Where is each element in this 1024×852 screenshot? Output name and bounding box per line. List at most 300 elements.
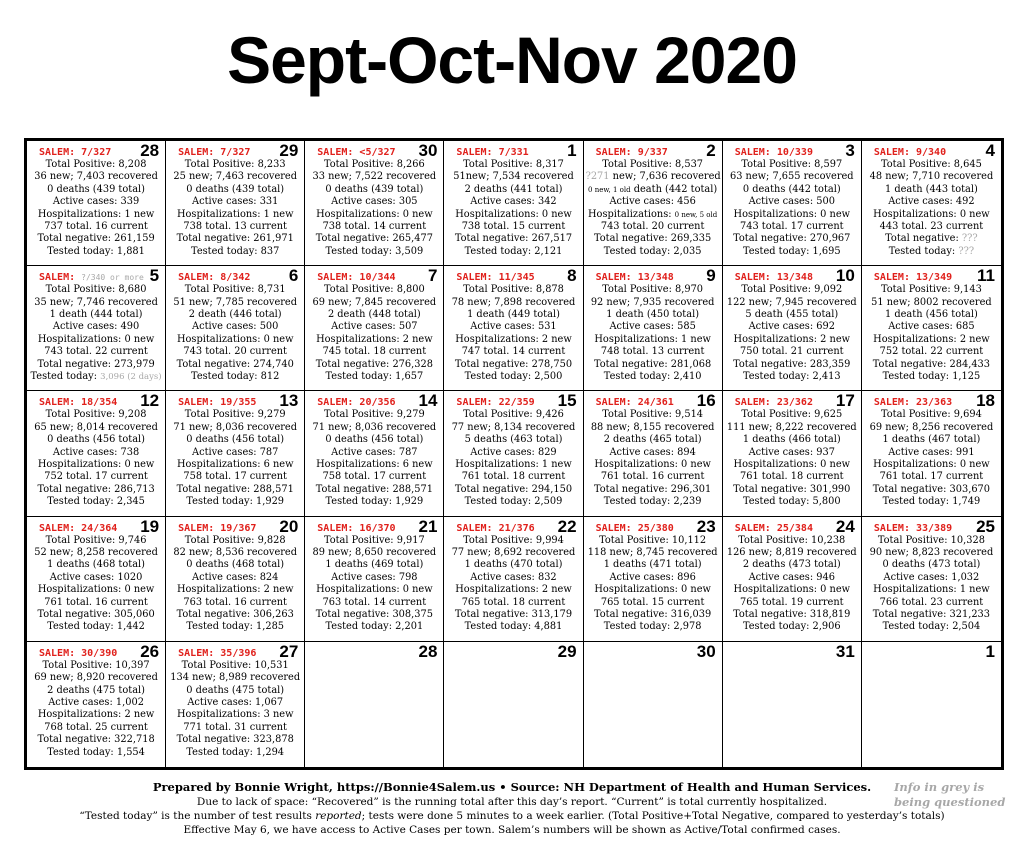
stat-line: Active cases: 894 xyxy=(609,446,696,458)
salem-cases: SALEM: 7/331 xyxy=(456,147,529,158)
stat-line: Tested today: 2,121 xyxy=(464,245,563,257)
day-cell xyxy=(584,266,723,391)
stat-line: 126 new; 8,819 recovered xyxy=(726,547,857,558)
stat-line: Total Positive: 8,208 xyxy=(45,159,147,170)
stat-line: 743 total. 22 current xyxy=(44,346,148,358)
stat-line: 63 new; 7,655 recovered xyxy=(729,171,854,183)
salem-cases: SALEM: 33/389 xyxy=(873,522,953,534)
stat-line: 71 new; 8,036 recovered xyxy=(312,421,437,433)
stat-line: 761 total. 18 current xyxy=(739,471,844,483)
stat-line: 51new; 7,534 recovered xyxy=(453,171,574,183)
grey-info-note-2: being questioned xyxy=(894,795,1006,809)
stat-line: Total negative: 267,517 xyxy=(454,233,573,245)
stat-line: Hospitalizations: 3 new xyxy=(176,709,294,721)
stat-line: 758 total. 17 current xyxy=(322,471,427,483)
stat-line: Total negative: 269,335 xyxy=(594,233,712,245)
salem-cases: SALEM: 20/356 xyxy=(317,397,396,409)
stat-line: Hospitalizations: 2 new xyxy=(316,333,433,345)
stat-line: 118 new; 8,745 recovered xyxy=(587,547,718,558)
stat-line: Active cases: 339 xyxy=(52,196,140,208)
stat-line: 1 deaths (471 total) xyxy=(603,559,702,571)
stat-line: Tested today: 2,239 xyxy=(603,496,702,508)
stat-line: 750 total. 21 current xyxy=(739,346,844,358)
stat-line: Total negative: 323,878 xyxy=(176,734,294,746)
stat-line: Tested today: 2,509 xyxy=(464,496,563,508)
stat-line: 1 death (444 total) xyxy=(49,309,143,320)
salem-cases: SALEM: 22/359 xyxy=(456,397,535,409)
day-number: 30 xyxy=(418,141,438,160)
stat-line: Total Positive: 9,279 xyxy=(184,409,286,421)
salem-cases: SALEM: 18/354 xyxy=(39,397,118,409)
day-cell xyxy=(27,517,166,642)
stat-line: 51 new; 7,785 recovered xyxy=(173,296,298,308)
stat-line: Tested today: 2,410 xyxy=(603,371,702,383)
day-cell xyxy=(305,517,444,642)
salem-cases: SALEM: 13/348 xyxy=(595,272,674,284)
stat-line: 77 new; 8,134 recovered xyxy=(451,421,576,433)
stat-line: 2 deaths (441 total) xyxy=(464,183,563,195)
calendar-grid xyxy=(24,138,1004,770)
stat-line: Total negative: 305,060 xyxy=(37,609,155,621)
day-cell xyxy=(584,391,723,516)
questioned-value: ??? xyxy=(958,245,975,257)
stat-line: 765 total. 15 current xyxy=(600,596,705,608)
stat-line: Hospitalizations: 1 new xyxy=(37,208,155,220)
stat-line: 0 deaths (439 total) xyxy=(186,183,285,195)
stat-line: Hospitalizations: 0 new xyxy=(733,584,851,596)
stat-line: 743 total. 20 current xyxy=(600,221,705,233)
stat-line: Tested today: 2,500 xyxy=(464,371,563,383)
footer-note-tested: “Tested today” is the number of test results reported; tests were done 5 minutes to a week earlier. (Total Positive+Total Negative, compared to yesterday’s totals) xyxy=(79,810,945,822)
stat-line: Total Positive: 9,828 xyxy=(184,534,286,546)
day-cell xyxy=(305,141,444,266)
day-cell xyxy=(305,642,444,767)
day-number: 27 xyxy=(279,641,299,661)
stat-line: 2 deaths (475 total) xyxy=(47,684,145,696)
stat-line: 0 deaths (456 total) xyxy=(186,434,285,446)
stat-line: Active cases: 490 xyxy=(52,321,140,333)
salem-cases: SALEM: 23/362 xyxy=(734,397,813,409)
salem-cases: SALEM: 16/370 xyxy=(317,522,396,534)
stat-line: Hospitalizations: 0 new xyxy=(594,584,711,596)
stat-line: Total Positive: 10,238 xyxy=(738,534,846,546)
stat-line: Active cases: 342 xyxy=(470,196,557,208)
stat-line: Total Positive: 9,092 xyxy=(741,284,843,296)
stat-line: Total Positive: 10,531 xyxy=(181,659,289,671)
stat-line: Tested today: 1,285 xyxy=(186,621,285,633)
stat-line: Total Positive: 10,328 xyxy=(877,534,985,546)
day-cell xyxy=(723,517,862,642)
stat-line: 1 death (450 total) xyxy=(606,309,700,320)
stat-line: Total negative: 283,359 xyxy=(733,358,851,370)
stat-line: Active cases: 946 xyxy=(748,571,835,583)
stat-line: Total Positive: 9,917 xyxy=(323,534,425,546)
stat-line: Hospitalizations: 2 new xyxy=(873,333,990,345)
stat-line: Total negative: 316,039 xyxy=(594,609,712,621)
small-note: 0 new, 5 old xyxy=(674,210,718,219)
stat-line: Total negative: 306,263 xyxy=(176,609,294,621)
stat-line: Total Positive: 9,279 xyxy=(323,409,425,421)
stat-line: Active cases: 1,067 xyxy=(187,697,284,709)
stat-line: 5 death (455 total) xyxy=(745,309,839,320)
page-title: Sept-Oct-Nov 2020 xyxy=(227,23,797,97)
stat-line: Tested today: 1,554 xyxy=(47,746,145,758)
day-number: 4 xyxy=(985,141,995,160)
stat-line: Total Positive: 8,233 xyxy=(184,159,286,170)
stat-line: Total negative: 286,713 xyxy=(37,483,155,495)
day-number: 28 xyxy=(140,141,160,160)
stat-line: 33 new; 7,522 recovered xyxy=(312,171,437,183)
stat-line: 2 deaths (473 total) xyxy=(742,559,841,571)
stat-line: 48 new; 7,710 recovered xyxy=(869,171,994,183)
day-number: 9 xyxy=(706,266,716,286)
stat-line: 743 total. 17 current xyxy=(739,221,844,233)
stat-line: Hospitalizations: 2 new xyxy=(176,584,294,596)
stat-line: Active cases: 991 xyxy=(888,446,975,458)
stat-line: Active cases: 824 xyxy=(192,571,279,583)
stat-line: 82 new; 8,536 recovered xyxy=(173,547,298,558)
stat-line: 36 new; 7,403 recovered xyxy=(34,171,158,183)
stat-line: Total Positive: 9,746 xyxy=(45,534,147,546)
stat-line: 0 deaths (439 total) xyxy=(47,183,145,195)
stat-line: Tested today: 2,201 xyxy=(325,621,424,633)
day-number: 2 xyxy=(706,141,716,160)
stat-line: Hospitalizations: 0 new, 5 old xyxy=(588,208,718,220)
stat-line: 1 death (456 total) xyxy=(885,309,978,320)
stat-line: 765 total. 19 current xyxy=(739,596,844,608)
stat-line: Total negative: 288,571 xyxy=(176,483,294,495)
stat-line: 52 new; 8,258 recovered xyxy=(34,547,158,558)
stat-line: Total Positive: 8,645 xyxy=(881,159,982,170)
stat-line: 89 new; 8,650 recovered xyxy=(312,547,437,558)
stat-line: 766 total. 23 current xyxy=(879,596,984,608)
stat-line: 111 new; 8,222 recovered xyxy=(726,421,857,433)
stat-line: 2 deaths (465 total) xyxy=(603,434,702,446)
stat-line: Total Positive: 9,625 xyxy=(741,409,843,421)
salem-cases: SALEM: 7/327 xyxy=(39,147,112,158)
stat-line: Total negative: 303,670 xyxy=(872,483,991,495)
stat-line: Total negative: 321,233 xyxy=(872,609,991,621)
stat-line: 443 total. 23 current xyxy=(879,221,984,233)
stat-line: Active cases: 896 xyxy=(609,571,696,583)
stat-line: 1 deaths (470 total) xyxy=(464,559,563,571)
day-number: 28 xyxy=(418,641,438,661)
day-cell xyxy=(166,391,305,516)
stat-line: Hospitalizations: 6 new xyxy=(316,459,433,471)
stat-line: Hospitalizations: 1 new xyxy=(455,459,572,471)
small-note: 0 new, 1 old xyxy=(588,185,631,194)
stat-line: Total negative: 270,967 xyxy=(733,233,851,245)
stat-line: Active cases: 456 xyxy=(609,196,696,208)
stat-line: 761 total. 17 current xyxy=(879,471,984,483)
stat-line: Active cases: 585 xyxy=(609,321,696,333)
stat-line: 743 total. 20 current xyxy=(183,346,287,358)
day-number: 29 xyxy=(557,641,577,661)
day-number: 18 xyxy=(976,391,995,411)
stat-line: 758 total. 17 current xyxy=(183,471,287,483)
stat-line: Hospitalizations: 0 new xyxy=(176,333,294,345)
stat-line: Hospitalizations: 0 new xyxy=(455,208,572,220)
salem-cases: SALEM: 35/396 xyxy=(178,647,257,659)
stat-line: Total negative: 273,979 xyxy=(37,358,155,370)
stat-line: 765 total. 18 current xyxy=(461,596,566,608)
stat-line: 761 total. 16 current xyxy=(44,596,148,608)
stat-line: Total Positive: 9,143 xyxy=(881,284,982,296)
day-cell xyxy=(166,266,305,391)
stat-line: Tested today: 2,413 xyxy=(742,371,841,383)
stat-line: Total negative: 276,328 xyxy=(315,358,433,370)
footer-note-active: Effective May 6, we have access to Active Cases per town. Salem’s numbers will be shown as Active/Total confirmed cases. xyxy=(183,824,841,836)
salem-cases: SALEM: 24/361 xyxy=(595,397,674,409)
salem-cases: SALEM: <5/327 xyxy=(317,147,396,158)
stat-line: 0 deaths (475 total) xyxy=(186,684,285,696)
salem-cases: SALEM: 11/345 xyxy=(456,272,535,284)
day-number: 15 xyxy=(557,391,577,411)
day-cell xyxy=(305,266,444,391)
stat-line: Tested today: 1,125 xyxy=(882,371,981,383)
stat-line: 738 total. 13 current xyxy=(183,221,287,233)
stat-line: Total Positive: 9,208 xyxy=(45,409,147,421)
stat-line: 78 new; 7,898 recovered xyxy=(451,296,576,308)
stat-line: 71 new; 8,036 recovered xyxy=(173,421,298,433)
day-cell xyxy=(27,141,166,266)
stat-line: Tested today: 2,906 xyxy=(742,621,841,633)
stat-line: Total negative: 308,375 xyxy=(315,609,433,621)
stat-line: Total negative: 274,740 xyxy=(176,358,294,370)
salem-cases: SALEM: 19/355 xyxy=(178,397,257,409)
stat-line: Total negative: 261,971 xyxy=(176,233,294,245)
stat-line: Hospitalizations: 0 new xyxy=(37,459,155,471)
stat-line: 2 death (448 total) xyxy=(327,309,421,320)
salem-cases: SALEM: 25/380 xyxy=(595,522,674,534)
stat-line: Active cases: 937 xyxy=(748,446,835,458)
day-cell xyxy=(723,141,862,266)
stat-line: 88 new; 8,155 recovered xyxy=(590,421,715,433)
stat-line: 25 new; 7,463 recovered xyxy=(173,171,298,183)
stat-line: 35 new; 7,746 recovered xyxy=(34,296,158,308)
day-cell xyxy=(166,642,305,767)
stat-line: Active cases: 500 xyxy=(192,321,279,333)
stat-line: Total negative: 294,150 xyxy=(454,483,573,495)
stat-line: 738 total. 15 current xyxy=(461,221,566,233)
stat-line: 752 total. 22 current xyxy=(879,346,984,358)
day-cell xyxy=(166,517,305,642)
salem-cases: SALEM: 24/364 xyxy=(39,522,118,534)
day-number: 7 xyxy=(427,266,438,286)
day-number: 31 xyxy=(835,641,855,661)
day-cell xyxy=(444,141,583,266)
day-number: 19 xyxy=(140,516,160,536)
day-cell xyxy=(584,141,723,266)
stat-line: 0 deaths (468 total) xyxy=(186,559,285,571)
stat-line: Total negative: 281,068 xyxy=(594,358,712,370)
stat-line: 0 deaths (473 total) xyxy=(882,559,981,571)
stat-line: Total Positive: 9,994 xyxy=(463,534,564,546)
day-cell xyxy=(862,266,1001,391)
stat-line: 745 total. 18 current xyxy=(322,346,427,358)
stat-line: 752 total. 17 current xyxy=(44,471,148,483)
day-number: 13 xyxy=(279,391,299,411)
stat-line: Active cases: 500 xyxy=(748,196,835,208)
stat-line: Active cases: 331 xyxy=(192,196,279,208)
stat-line: Tested today: 837 xyxy=(191,245,280,257)
stat-line: 0 deaths (439 total) xyxy=(325,183,424,195)
day-cell xyxy=(444,391,583,516)
stat-line: Total negative: 318,819 xyxy=(733,609,851,621)
stat-line: Total negative: 296,301 xyxy=(594,483,712,495)
salem-cases: SALEM: 9/340 xyxy=(873,147,947,158)
day-cell xyxy=(444,266,583,391)
stat-line: 771 total. 31 current xyxy=(183,721,287,733)
stat-line: Total negative: 322,718 xyxy=(37,734,155,746)
stat-line: Hospitalizations: 2 new xyxy=(733,333,851,345)
stat-line: Tested today: 812 xyxy=(191,371,280,383)
stat-line: Tested today: ??? xyxy=(888,245,975,257)
stat-line: Total negative: 261,159 xyxy=(37,233,155,245)
grey-info-note: Info in grey is xyxy=(894,780,985,794)
stat-line: Tested today: 1,929 xyxy=(325,496,424,508)
stat-line: Tested today: 1,695 xyxy=(742,245,841,257)
day-number: 25 xyxy=(976,516,995,536)
day-cell xyxy=(27,642,166,767)
day-number: 14 xyxy=(418,391,438,411)
day-number: 20 xyxy=(279,516,299,536)
stat-line: Active cases: 507 xyxy=(331,321,418,333)
day-number: 8 xyxy=(567,266,577,286)
stat-line: 761 total. 16 current xyxy=(600,471,705,483)
stat-line: Hospitalizations: 0 new xyxy=(37,584,155,596)
stat-line: Hospitalizations: 1 new xyxy=(176,208,294,220)
stat-line: Active cases: 832 xyxy=(470,571,557,583)
stat-line: Hospitalizations: 0 new xyxy=(37,333,155,345)
stat-line: Tested today: 4,881 xyxy=(464,621,563,633)
stat-line: Total Positive: 8,878 xyxy=(463,284,564,296)
stat-line: 0 deaths (442 total) xyxy=(742,183,841,195)
stat-line: ?271 new; 7,636 recovered xyxy=(585,171,721,183)
stat-line: Total Positive: 8,317 xyxy=(463,159,564,170)
questioned-value: ?271 xyxy=(585,171,610,183)
stat-line: Total Positive: 8,597 xyxy=(741,159,843,170)
stat-line: 0 deaths (456 total) xyxy=(325,434,424,446)
stat-line: Active cases: 738 xyxy=(52,446,140,458)
stat-line: 768 total. 25 current xyxy=(44,721,148,733)
stat-line: Tested today: 5,800 xyxy=(742,496,841,508)
stat-line: Active cases: 787 xyxy=(192,446,279,458)
stat-line: Total Positive: 10,112 xyxy=(599,534,707,546)
stat-line: 1 death (443 total) xyxy=(885,183,978,195)
stat-line: 51 new; 8002 recovered xyxy=(871,296,992,308)
stat-line: Hospitalizations: 2 new xyxy=(455,584,572,596)
stat-line: Hospitalizations: 0 new xyxy=(594,459,711,471)
day-cell xyxy=(862,391,1001,516)
stat-line: Tested today: 1,294 xyxy=(186,746,285,758)
stat-line: Active cases: 305 xyxy=(331,196,418,208)
stat-line: 761 total. 18 current xyxy=(461,471,566,483)
salem-cases: SALEM: 13/349 xyxy=(873,272,953,284)
stat-line: Total Positive: 9,514 xyxy=(602,409,704,421)
day-cell xyxy=(862,517,1001,642)
day-number: 22 xyxy=(557,516,577,536)
stat-line: 69 new; 8,920 recovered xyxy=(34,672,158,684)
day-cell xyxy=(723,266,862,391)
day-number: 6 xyxy=(288,266,299,286)
stat-line: Active cases: 692 xyxy=(748,321,835,333)
day-number: 1 xyxy=(985,641,995,661)
day-number: 5 xyxy=(149,266,160,286)
footer-credit: Prepared by Bonnie Wright, https://Bonnie4Salem.us • Source: NH Department of Health and Human Services. xyxy=(152,780,872,794)
stat-line: Total Positive: 9,694 xyxy=(881,409,982,421)
salem-cases: SALEM: ?/340 or more xyxy=(39,272,144,284)
stat-line: Active cases: 1020 xyxy=(49,571,143,583)
stat-line: Total negative: 265,477 xyxy=(315,233,433,245)
day-cell xyxy=(444,642,583,767)
day-number: 26 xyxy=(140,641,160,661)
day-number: 16 xyxy=(696,391,716,411)
day-number: 21 xyxy=(418,516,438,536)
stat-line: Tested today: 2,345 xyxy=(47,496,145,508)
stat-line: 65 new; 8,014 recovered xyxy=(34,421,158,433)
day-cell xyxy=(723,642,862,767)
stat-line: 1 deaths (468 total) xyxy=(47,559,145,571)
day-number: 24 xyxy=(835,516,855,536)
stat-line: 1 deaths (467 total) xyxy=(882,434,981,446)
stat-line: Active cases: 531 xyxy=(470,321,557,333)
salem-cases: SALEM: 10/339 xyxy=(734,147,813,158)
stat-line: Hospitalizations: 6 new xyxy=(176,459,294,471)
salem-questioned: ?/340 or more xyxy=(81,273,144,283)
day-number: 10 xyxy=(835,266,855,286)
stat-line: 763 total. 16 current xyxy=(183,596,287,608)
stat-line: 747 total. 14 current xyxy=(461,346,566,358)
stat-line: Tested today: 1,929 xyxy=(186,496,285,508)
stat-line: 748 total. 13 current xyxy=(600,346,705,358)
stat-line: Total negative: 301,990 xyxy=(733,483,851,495)
stat-line: Tested today: 1,749 xyxy=(882,496,981,508)
stat-line: 0 deaths (456 total) xyxy=(47,434,145,446)
stat-line: Total negative: ??? xyxy=(885,233,978,245)
stat-line: Total negative: 288,571 xyxy=(315,483,433,495)
stat-line: 69 new; 8,256 recovered xyxy=(869,421,994,433)
day-number: 1 xyxy=(567,141,577,160)
stat-line: 2 death (446 total) xyxy=(188,309,282,320)
questioned-value: ??? xyxy=(961,233,978,245)
stat-line: 5 deaths (463 total) xyxy=(464,434,563,446)
stat-line: Total Positive: 8,800 xyxy=(323,284,425,296)
stat-line: Total Positive: 8,680 xyxy=(45,284,147,296)
stat-line: 134 new; 8,989 recovered xyxy=(170,672,301,684)
stat-line: Tested today: 1,442 xyxy=(47,621,145,633)
day-cell xyxy=(166,141,305,266)
stat-line: Tested today: 2,504 xyxy=(882,621,981,633)
stat-line: Tested today: 2,035 xyxy=(603,245,702,257)
day-cell xyxy=(862,141,1001,266)
stat-line: 1 death (449 total) xyxy=(467,309,560,320)
stat-line: 77 new; 8,692 recovered xyxy=(451,547,576,558)
stat-line: 1 deaths (466 total) xyxy=(742,434,841,446)
stat-line: 90 new; 8,823 recovered xyxy=(869,547,994,558)
stat-line: Active cases: 1,032 xyxy=(883,571,980,583)
salem-cases: SALEM: 10/344 xyxy=(317,272,396,284)
stat-line: 763 total. 14 current xyxy=(322,596,427,608)
stat-line: Hospitalizations: 0 new xyxy=(873,208,990,220)
day-number: 30 xyxy=(696,641,716,661)
salem-cases: SALEM: 8/342 xyxy=(178,272,251,284)
stat-line: Total Positive: 8,970 xyxy=(602,284,704,296)
stat-line: 69 new; 7,845 recovered xyxy=(312,296,437,308)
day-cell xyxy=(305,391,444,516)
footer-note-recovered: Due to lack of space: “Recovered” is the running total after this day’s report. “Current” is total currently hospitalized. xyxy=(196,796,828,808)
salem-cases: SALEM: 23/363 xyxy=(873,397,953,409)
